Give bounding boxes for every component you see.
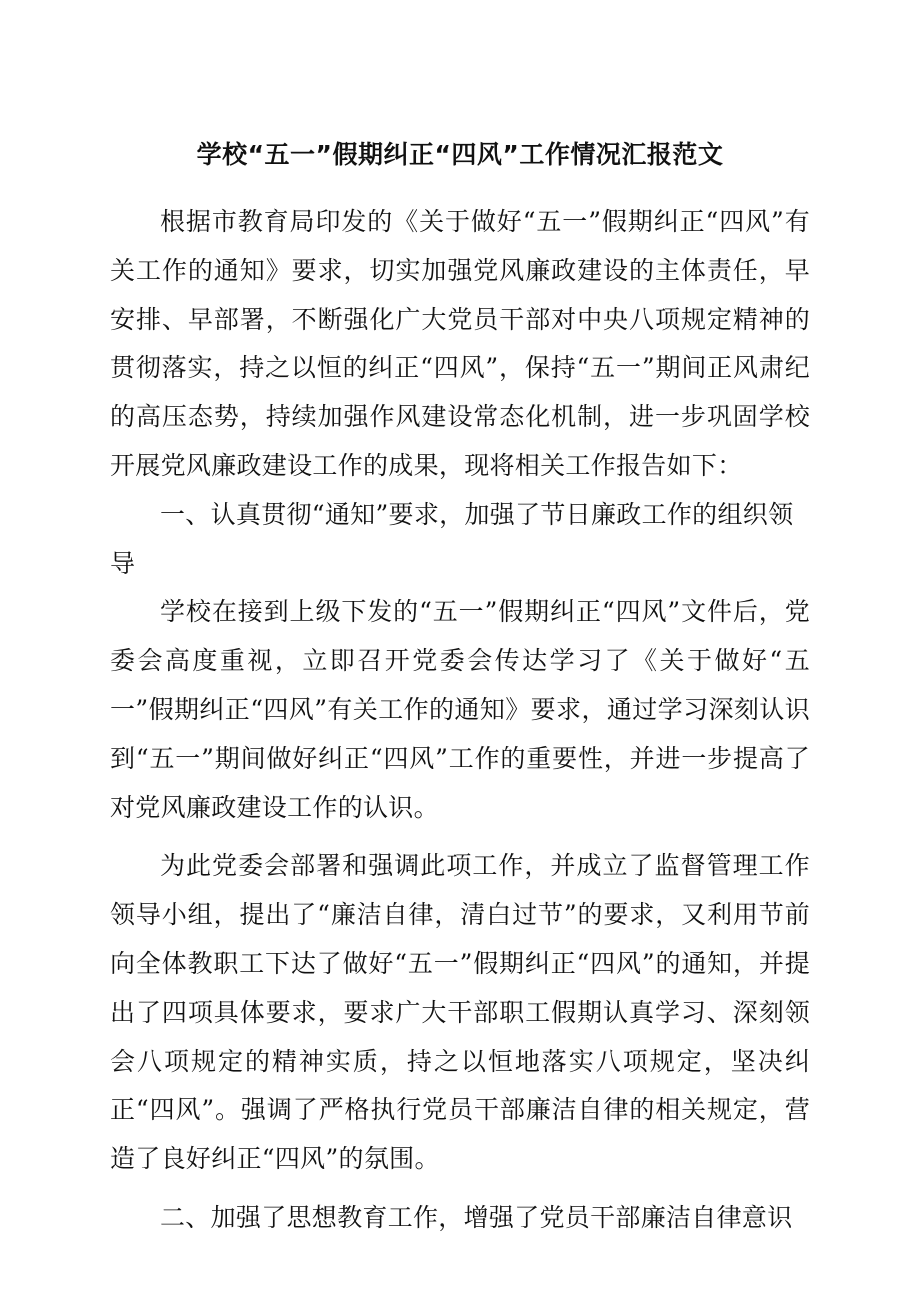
document-body [110,198,810,1243]
section-heading-2: 二、加强了思想教育工作，增强了党员干部廉洁自律意识 [160,1202,793,1232]
document-title: 学校“五一”假期纠正“四风”工作情况汇报范文 [196,140,724,169]
paragraph-gap [110,1184,810,1194]
paragraph-gap [110,832,810,842]
section-1-paragraph-2: 为此党委会部署和强调此项工作，并成立了监督管理工作领导小组，提出了“廉洁自律，清白过节”的要求，又利用节前向全体教职工下达了做好“五一”假期纠正“四风”的通知，并提出了四项具体要求，要求广大干部职工假期认真学习、深刻领会八项规定的精神实质，持之以恒地落实八项规定，坚决纠正“四风”。强调了严格执行党员干部廉洁自律的相关规定，营造了良好纠正“四风”的氛围。 [110,851,810,1174]
section-heading-1: 一、认真贯彻“通知”要求，加强了节日廉政工作的组织领导 [110,499,794,578]
intro-paragraph: 根据市教育局印发的《关于做好“五一”假期纠正“四风”有关工作的通知》要求，切实加强党风廉政建设的主体责任，早安排、早部署，不断强化广大党员干部对中央八项规定精神的贯彻落实，持之以恒的纠正“四风”，保持“五一”期间正风肃纪的高压态势，持续加强作风建设常态化机制，进一步巩固学校开展党风廉政建设工作的成果，现将相关工作报告如下： [110,207,810,480]
section-1-paragraph-1: 学校在接到上级下发的“五一”假期纠正“四风”文件后，党委会高度重视，立即召开党委会传达学习了《关于做好“五一”假期纠正“四风”有关工作的通知》要求，通过学习深刻认识到“五一”期间做好纠正“四风”工作的重要性，并进一步提高了对党风廉政建设工作的认识。 [110,597,810,822]
